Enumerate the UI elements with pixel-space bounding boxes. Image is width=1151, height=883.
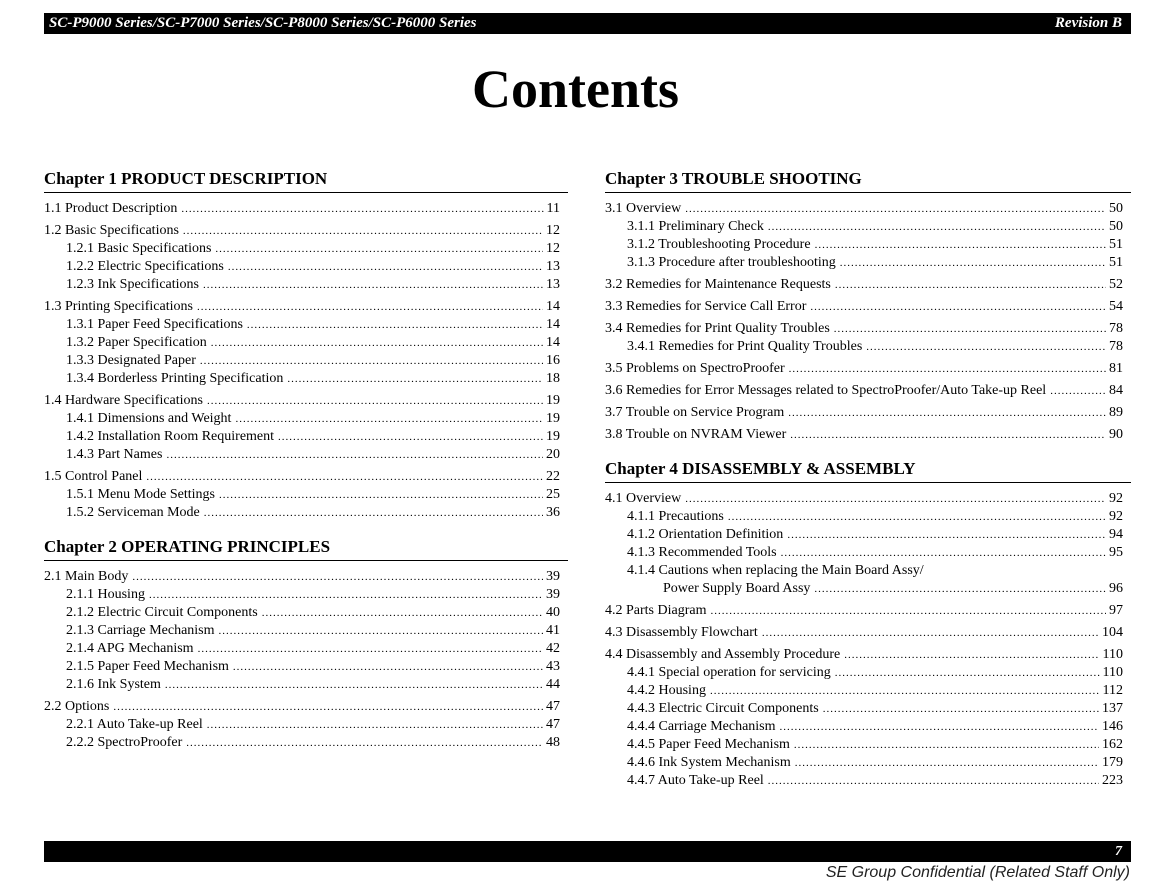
toc-entry-label: 2.1.1 Housing: [66, 587, 145, 602]
toc-page-number: 22: [546, 469, 560, 484]
toc-entry-label: 3.7 Trouble on Service Program: [605, 405, 785, 420]
toc-entry-label: 1.5.1 Menu Mode Settings: [66, 487, 215, 502]
toc-page-number: 12: [546, 223, 560, 238]
dot-leader: [287, 370, 543, 388]
header-bar: [44, 13, 1131, 34]
toc-entry[interactable]: [605, 624, 1131, 642]
toc-entry-label: 1.3.4 Borderless Printing Specification: [66, 371, 284, 386]
toc-entry-label: 3.2 Remedies for Maintenance Requests: [605, 277, 831, 292]
dot-leader: [146, 468, 543, 486]
toc-subentry[interactable]: [44, 586, 568, 604]
toc-entry-label: 2.1.6 Ink System: [66, 677, 161, 692]
toc-entry-label: 4.3 Disassembly Flowchart: [605, 625, 758, 640]
dot-leader: [866, 338, 1106, 356]
toc-page-number: 39: [546, 587, 560, 602]
toc-page-number: 18: [546, 371, 560, 386]
dot-leader: [840, 254, 1106, 272]
toc-entry[interactable]: [605, 490, 1131, 508]
dot-leader: [710, 602, 1106, 620]
toc-page-number: 50: [1109, 219, 1123, 234]
toc-subentry[interactable]: [605, 736, 1131, 754]
toc-subentry[interactable]: [44, 428, 568, 446]
toc-section-group: [44, 298, 568, 388]
toc-entry[interactable]: [605, 426, 1131, 444]
dot-leader: [768, 218, 1106, 236]
toc-subentry[interactable]: [605, 562, 1131, 598]
dot-leader: [728, 508, 1106, 526]
dot-leader: [198, 640, 543, 658]
toc-page-number: 162: [1102, 737, 1123, 752]
footer-bar: [44, 841, 1131, 862]
toc-subentry[interactable]: [605, 772, 1131, 790]
toc-entry-label: 1.5.2 Serviceman Mode: [66, 505, 200, 520]
dot-leader: [781, 544, 1106, 562]
toc-entry[interactable]: [605, 200, 1131, 218]
toc-entry[interactable]: [605, 382, 1131, 400]
toc-page-number: 16: [546, 353, 560, 368]
toc-entry-label: 2.2.2 SpectroProofer: [66, 735, 183, 750]
dot-leader: [228, 258, 543, 276]
toc-entry[interactable]: [44, 298, 568, 316]
toc-entry-label: 1.2.1 Basic Specifications: [66, 241, 212, 256]
toc-subentry[interactable]: [44, 658, 568, 676]
toc-entry-label: 3.1 Overview: [605, 201, 682, 216]
toc-entry-label: 1.2 Basic Specifications: [44, 223, 179, 238]
toc-page-number: 42: [546, 641, 560, 656]
dot-leader: [262, 604, 543, 622]
toc-page-number: 81: [1109, 361, 1123, 376]
toc-section-group: [605, 490, 1131, 598]
toc-page-number: 36: [546, 505, 560, 520]
toc-subentry[interactable]: [44, 370, 568, 388]
dot-leader: [207, 392, 543, 410]
dot-leader: [215, 240, 543, 258]
toc-page-number: 112: [1102, 683, 1123, 698]
dot-leader: [685, 200, 1106, 218]
toc-page-number: 54: [1109, 299, 1123, 314]
toc-entry[interactable]: [605, 298, 1131, 316]
toc-entry-label: 4.4.2 Housing: [627, 683, 706, 698]
toc-left-column: [44, 167, 568, 758]
toc-page-number: 223: [1102, 773, 1123, 788]
toc-section-group: [605, 646, 1131, 790]
toc-section-group: [44, 468, 568, 522]
toc-page-number: 51: [1109, 237, 1123, 252]
toc-entry[interactable]: [605, 646, 1131, 664]
toc-chapter: [44, 535, 568, 752]
toc-subentry[interactable]: [605, 754, 1131, 772]
toc-chapter: [605, 167, 1131, 444]
toc-subentry[interactable]: [605, 682, 1131, 700]
toc-page-number: 92: [1109, 491, 1123, 506]
toc-subentry[interactable]: [605, 338, 1131, 356]
toc-page-number: 13: [546, 259, 560, 274]
dot-leader: [203, 276, 543, 294]
toc-page-number: 96: [1109, 581, 1123, 596]
revision-label: Revision B: [1054, 15, 1122, 31]
dot-leader: [186, 734, 543, 752]
dot-leader: [165, 676, 543, 694]
dot-leader: [835, 664, 1100, 682]
toc-entry-label: 1.3.1 Paper Feed Specifications: [66, 317, 243, 332]
dot-leader: [835, 276, 1106, 294]
dot-leader: [768, 772, 1099, 790]
toc-page-number: 137: [1102, 701, 1123, 716]
dot-leader: [685, 490, 1106, 508]
toc-entry-label: 2.2 Options: [44, 699, 110, 714]
toc-entry-label: 4.1 Overview: [605, 491, 682, 506]
dot-leader: [219, 622, 543, 640]
toc-entry-label: 2.2.1 Auto Take-up Reel: [66, 717, 203, 732]
toc-page-number: 48: [546, 735, 560, 750]
dot-leader: [815, 236, 1106, 254]
dot-leader: [219, 486, 543, 504]
toc-page-number: 78: [1109, 339, 1123, 354]
toc-subentry[interactable]: [605, 218, 1131, 236]
dot-leader: [183, 222, 543, 240]
toc-subentry[interactable]: [44, 734, 568, 752]
toc-page-number: 20: [546, 447, 560, 462]
toc-entry-label: 3.3 Remedies for Service Call Error: [605, 299, 807, 314]
toc-entry[interactable]: [44, 200, 568, 218]
toc-entry-label: 3.1.3 Procedure after troubleshooting: [627, 255, 836, 270]
toc-entry-label: 1.4.2 Installation Room Requirement: [66, 429, 275, 444]
page-number: 7: [1115, 844, 1122, 859]
toc-right-column: [605, 167, 1131, 796]
toc-page-number: 41: [546, 623, 560, 638]
toc-subentry[interactable]: [605, 254, 1131, 272]
toc-section-group: [605, 276, 1131, 294]
dot-leader: [166, 446, 543, 464]
chapter-heading[interactable]: Chapter 1 PRODUCT DESCRIPTION: [44, 167, 568, 193]
toc-page-number: 14: [546, 335, 560, 350]
toc-page-number: 19: [546, 411, 560, 426]
toc-section-group: [605, 298, 1131, 316]
toc-section-group: [605, 602, 1131, 620]
toc-entry[interactable]: [44, 468, 568, 486]
toc-entry-label: 4.1.3 Recommended Tools: [627, 545, 777, 560]
dot-leader: [844, 646, 1099, 664]
toc-section-group: [605, 360, 1131, 378]
toc-entry-label: 3.6 Remedies for Error Messages related to SpectroProofer/Auto Take-up Reel: [605, 383, 1047, 398]
toc-entry-label: 3.4.1 Remedies for Print Quality Troubles: [627, 339, 863, 354]
toc-subentry[interactable]: [605, 700, 1131, 718]
toc-page-number: 14: [546, 317, 560, 332]
toc-page-number: 110: [1102, 647, 1123, 662]
toc-section-group: [605, 624, 1131, 642]
toc-section-group: [44, 222, 568, 294]
toc-subentry[interactable]: [605, 664, 1131, 682]
page-title: Contents: [471, 59, 679, 119]
chapter-heading[interactable]: Chapter 4 DISASSEMBLY & ASSEMBLY: [605, 457, 1131, 483]
toc-subentry[interactable]: [44, 352, 568, 370]
dot-leader: [200, 352, 543, 370]
dot-leader: [132, 568, 543, 586]
toc-page-number: 14: [546, 299, 560, 314]
toc-page-number: 19: [546, 393, 560, 408]
toc-section-group: [605, 320, 1131, 356]
toc-page-number: 12: [546, 241, 560, 256]
toc-entry-label: 3.1.1 Preliminary Check: [627, 219, 764, 234]
toc-entry-label: 4.4.6 Ink System Mechanism: [627, 755, 791, 770]
dot-leader: [790, 426, 1106, 444]
toc-subentry[interactable]: [44, 622, 568, 640]
toc-subentry[interactable]: [44, 640, 568, 658]
toc-page-number: 19: [546, 429, 560, 444]
toc-subentry[interactable]: [605, 526, 1131, 544]
toc-subentry[interactable]: [44, 676, 568, 694]
toc-chapter: [605, 457, 1131, 790]
toc-entry[interactable]: [605, 276, 1131, 294]
toc-subentry[interactable]: [44, 334, 568, 352]
dot-leader: [278, 428, 543, 446]
toc-entry[interactable]: [605, 404, 1131, 422]
toc-entry-label: 2.1.2 Electric Circuit Components: [66, 605, 258, 620]
toc-entry-label: 4.4.7 Auto Take-up Reel: [627, 773, 764, 788]
confidential-notice: SE Group Confidential (Related Staff Only): [825, 864, 1130, 881]
toc-page-number: 179: [1102, 755, 1123, 770]
toc-section-group: [44, 392, 568, 464]
toc-page-number: 94: [1109, 527, 1123, 542]
toc-entry[interactable]: [605, 320, 1131, 338]
dot-leader: [834, 320, 1106, 338]
toc-page-number: 97: [1109, 603, 1123, 618]
toc-subentry[interactable]: [44, 316, 568, 334]
toc-section-group: [605, 200, 1131, 272]
toc-entry-label: 4.4.5 Paper Feed Mechanism: [627, 737, 790, 752]
toc-page-number: 89: [1109, 405, 1123, 420]
toc-entry[interactable]: [44, 222, 568, 240]
dot-leader: [789, 360, 1106, 378]
toc-entry-label: 4.1.1 Precautions: [627, 509, 724, 524]
dot-leader: [233, 658, 543, 676]
toc-section-group: [44, 200, 568, 218]
toc-entry-label: 3.5 Problems on SpectroProofer: [605, 361, 785, 376]
dot-leader: [787, 526, 1106, 544]
toc-section-group: [605, 382, 1131, 400]
dot-leader: [1050, 382, 1106, 400]
toc-page-number: 51: [1109, 255, 1123, 270]
dot-leader: [197, 298, 543, 316]
toc-page-number: 25: [546, 487, 560, 502]
toc-entry-label: 1.5 Control Panel: [44, 469, 143, 484]
toc-page-number: 95: [1109, 545, 1123, 560]
dot-leader: [788, 404, 1106, 422]
toc-page-number: 47: [546, 699, 560, 714]
series-title: SC-P9000 Series/SC-P7000 Series/SC-P8000 Series/SC-P6000 Series: [49, 15, 477, 31]
toc-page-number: 146: [1102, 719, 1123, 734]
toc-entry-label: 4.4.3 Electric Circuit Components: [627, 701, 819, 716]
toc-entry-label: 1.3.3 Designated Paper: [66, 353, 196, 368]
toc-subentry[interactable]: [44, 486, 568, 504]
chapter-heading[interactable]: Chapter 3 TROUBLE SHOOTING: [605, 167, 1131, 193]
toc-subentry[interactable]: [44, 276, 568, 294]
toc-entry-label: 1.4.3 Part Names: [66, 447, 163, 462]
dot-leader: [794, 736, 1099, 754]
dot-leader: [247, 316, 543, 334]
toc-page-number: 50: [1109, 201, 1123, 216]
toc-section-group: [44, 698, 568, 752]
toc-page-number: 90: [1109, 427, 1123, 442]
toc-subentry[interactable]: [44, 446, 568, 464]
toc-page-number: 47: [546, 717, 560, 732]
toc-chapter: [44, 167, 568, 522]
dot-leader: [814, 580, 1106, 598]
toc-subentry[interactable]: [605, 718, 1131, 736]
toc-section-group: [605, 426, 1131, 444]
toc-page-number: 78: [1109, 321, 1123, 336]
toc-entry-label: 1.2.3 Ink Specifications: [66, 277, 199, 292]
toc-entry-label: 2.1.3 Carriage Mechanism: [66, 623, 215, 638]
dot-leader: [113, 698, 543, 716]
toc-subentry[interactable]: [44, 258, 568, 276]
toc-entry-label: 4.4 Disassembly and Assembly Procedure: [605, 647, 841, 662]
toc-page-number: 40: [546, 605, 560, 620]
toc-page-number: 84: [1109, 383, 1123, 398]
toc-subentry[interactable]: [605, 544, 1131, 562]
toc-entry[interactable]: [44, 698, 568, 716]
toc-entry-label: 1.3 Printing Specifications: [44, 299, 193, 314]
toc-entry-label: 2.1.4 APG Mechanism: [66, 641, 194, 656]
toc-entry-label: 2.1.5 Paper Feed Mechanism: [66, 659, 229, 674]
dot-leader: [181, 200, 543, 218]
toc-entry-label: 2.1 Main Body: [44, 569, 129, 584]
dot-leader: [204, 504, 543, 522]
toc-entry-label: 4.1.4 Cautions when replacing the Main Board Assy/: [627, 563, 924, 578]
toc-section-group: [605, 404, 1131, 422]
toc-entry[interactable]: [605, 360, 1131, 378]
toc-entry[interactable]: [44, 568, 568, 586]
toc-page-number: 92: [1109, 509, 1123, 524]
toc-entry[interactable]: [44, 392, 568, 410]
toc-entry-label: 1.3.2 Paper Specification: [66, 335, 207, 350]
toc-page-number: 110: [1102, 665, 1123, 680]
toc-page-number: 52: [1109, 277, 1123, 292]
dot-leader: [211, 334, 543, 352]
toc-entry-label: 3.1.2 Troubleshooting Procedure: [627, 237, 811, 252]
dot-leader: [235, 410, 543, 428]
dot-leader: [207, 716, 543, 734]
toc-entry-label: 1.2.2 Electric Specifications: [66, 259, 224, 274]
dot-leader: [823, 700, 1099, 718]
chapter-heading[interactable]: Chapter 2 OPERATING PRINCIPLES: [44, 535, 568, 561]
dot-leader: [810, 298, 1106, 316]
toc-entry-label: 3.4 Remedies for Print Quality Troubles: [605, 321, 830, 336]
toc-page-number: 43: [546, 659, 560, 674]
toc-subentry[interactable]: [605, 236, 1131, 254]
toc-entry-label: 4.4.4 Carriage Mechanism: [627, 719, 776, 734]
dot-leader: [149, 586, 543, 604]
toc-entry[interactable]: [605, 602, 1131, 620]
toc-entry-label: 1.4.1 Dimensions and Weight: [66, 411, 232, 426]
toc-page-number: 13: [546, 277, 560, 292]
toc-entry-label: 1.1 Product Description: [44, 201, 178, 216]
toc-subentry[interactable]: [44, 504, 568, 522]
toc-page-number: 104: [1102, 625, 1123, 640]
toc-section-group: [44, 568, 568, 694]
dot-leader: [780, 718, 1099, 736]
dot-leader: [795, 754, 1099, 772]
toc-subentry[interactable]: [44, 604, 568, 622]
toc-entry-label: 4.4.1 Special operation for servicing: [627, 665, 831, 680]
toc-subentry[interactable]: [44, 716, 568, 734]
toc-page-number: 39: [546, 569, 560, 584]
toc-entry-label: 4.2 Parts Diagram: [605, 603, 707, 618]
toc-subentry[interactable]: [605, 508, 1131, 526]
toc-entry-label: 4.1.2 Orientation Definition: [627, 527, 784, 542]
toc-page-number: 11: [546, 201, 560, 216]
toc-subentry[interactable]: [44, 410, 568, 428]
toc-page-number: 44: [546, 677, 560, 692]
toc-entry-label: 1.4 Hardware Specifications: [44, 393, 203, 408]
toc-entry-label: 3.8 Trouble on NVRAM Viewer: [605, 427, 787, 442]
toc-entry-label-continued: Power Supply Board Assy: [663, 581, 811, 596]
dot-leader: [710, 682, 1100, 700]
toc-subentry[interactable]: [44, 240, 568, 258]
dot-leader: [762, 624, 1099, 642]
